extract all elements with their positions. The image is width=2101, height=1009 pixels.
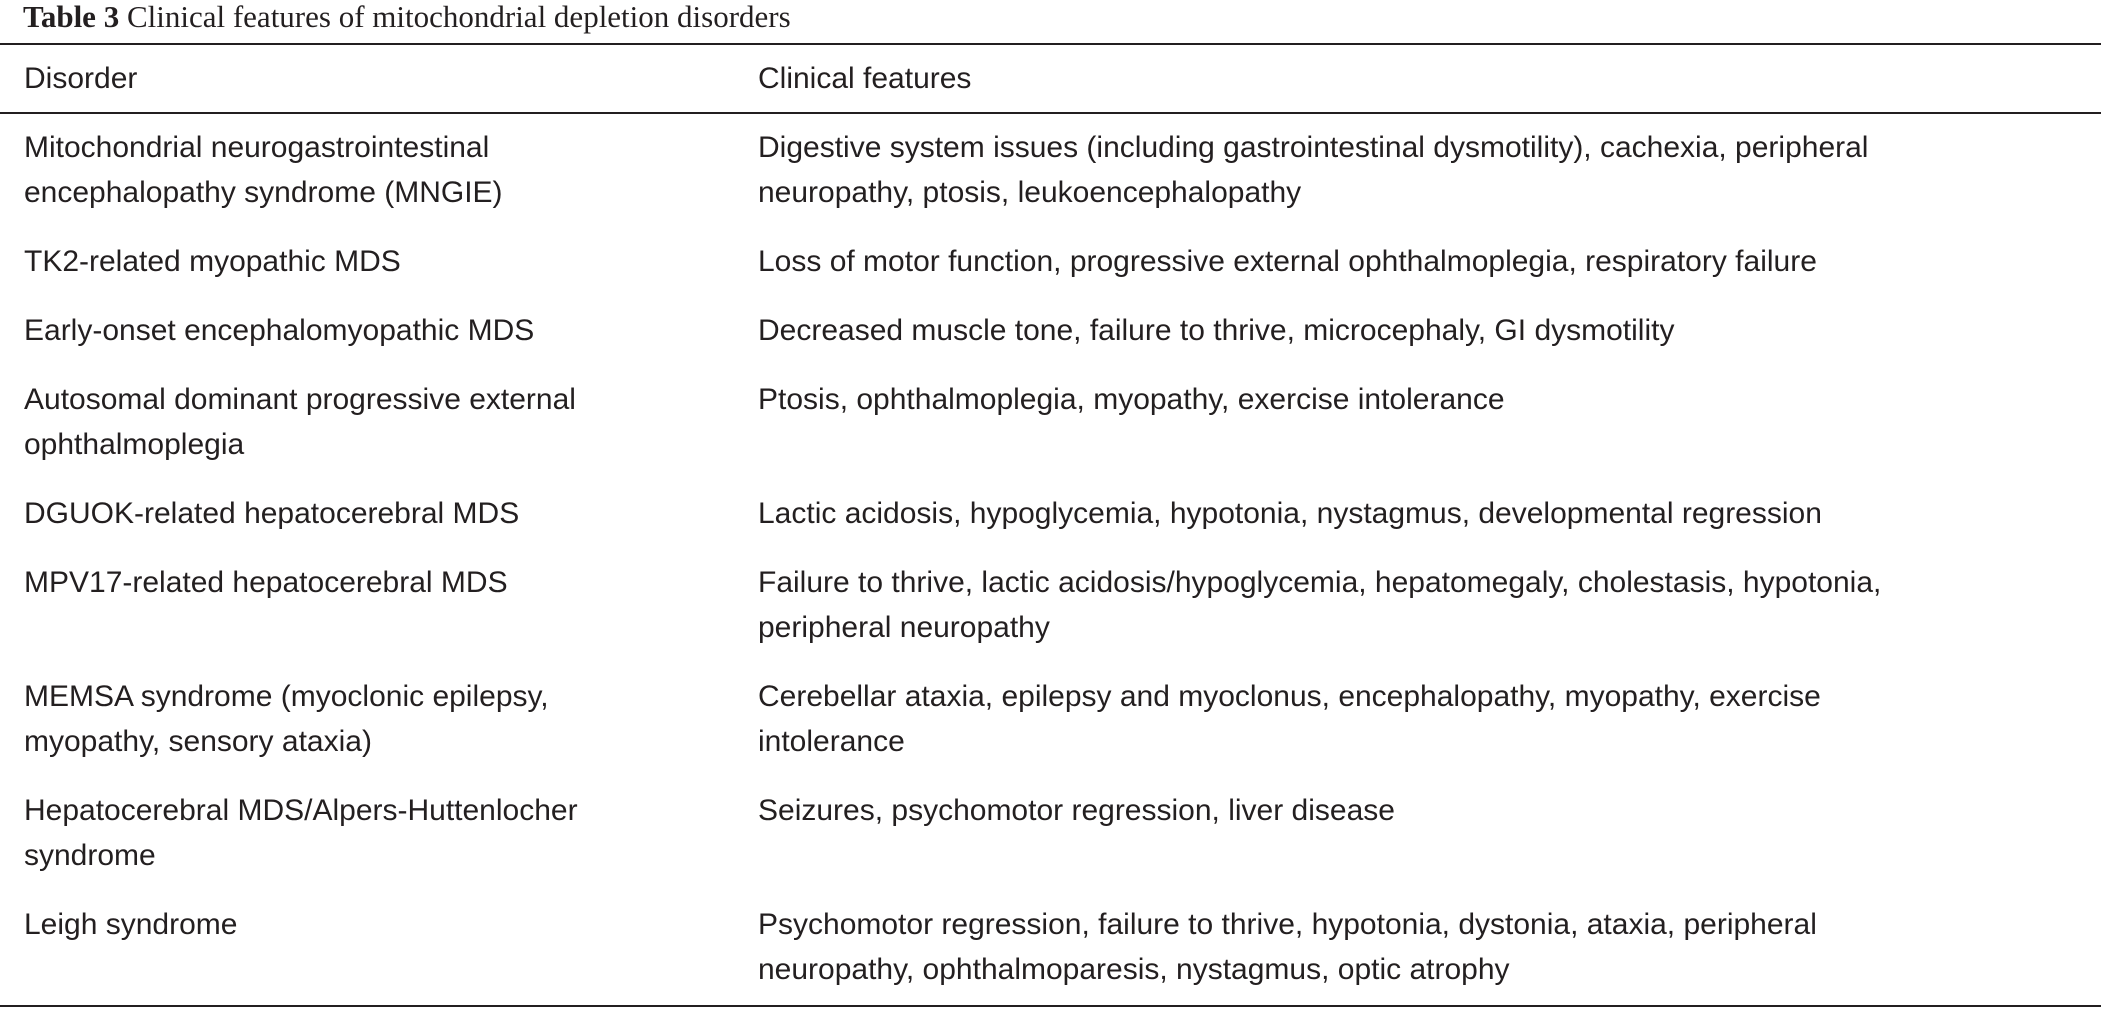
row-1-disorder-line-1: Mitochondrial neurogastrointestinal [24, 131, 490, 164]
table-header-rule [0, 112, 2101, 114]
row-6-features-line-1: Failure to thrive, lactic acidosis/hypoglycemia, hepatomegaly, cholestasis, hypotonia, [758, 566, 1882, 599]
header-disorder: Disorder [24, 62, 138, 95]
table-top-rule [0, 43, 2101, 45]
row-3-features-line-1: Decreased muscle tone, failure to thrive, microcephaly, GI dysmotility [758, 314, 1675, 347]
row-5-disorder-line-1: DGUOK-related hepatocerebral MDS [24, 497, 520, 530]
row-4-disorder-line-1: Autosomal dominant progressive external [24, 383, 576, 416]
row-5-features-line-1: Lactic acidosis, hypoglycemia, hypotonia, nystagmus, developmental regression [758, 497, 1822, 530]
row-2-features-line-1: Loss of motor function, progressive external ophthalmoplegia, respiratory failure [758, 245, 1817, 278]
row-7-disorder-line-2: myopathy, sensory ataxia) [24, 725, 372, 758]
row-6-disorder-line-1: MPV17-related hepatocerebral MDS [24, 566, 508, 599]
row-7-features-line-1: Cerebellar ataxia, epilepsy and myoclonus, encephalopathy, myopathy, exercise [758, 680, 1821, 713]
table-caption-label: Table 3 [23, 0, 120, 34]
row-2-disorder-line-1: TK2-related myopathic MDS [24, 245, 401, 278]
row-9-features-line-1: Psychomotor regression, failure to thrive, hypotonia, dystonia, ataxia, peripheral [758, 908, 1817, 941]
row-1-features-line-1: Digestive system issues (including gastrointestinal dysmotility), cachexia, peripheral [758, 131, 1869, 164]
row-4-features-line-1: Ptosis, ophthalmoplegia, myopathy, exercise intolerance [758, 383, 1505, 416]
row-3-disorder-line-1: Early-onset encephalomyopathic MDS [24, 314, 535, 347]
row-8-disorder-line-1: Hepatocerebral MDS/Alpers-Huttenlocher [24, 794, 578, 827]
row-1-disorder-line-2: encephalopathy syndrome (MNGIE) [24, 176, 503, 209]
row-7-features-line-2: intolerance [758, 725, 905, 758]
row-4-disorder-line-2: ophthalmoplegia [24, 428, 245, 461]
table-bottom-rule [0, 1005, 2101, 1007]
header-clinical-features: Clinical features [758, 62, 972, 95]
table-caption-text: Clinical features of mitochondrial depletion disorders [119, 0, 791, 34]
row-6-features-line-2: peripheral neuropathy [758, 611, 1050, 644]
row-9-features-line-2: neuropathy, ophthalmoparesis, nystagmus, optic atrophy [758, 953, 1510, 986]
row-8-disorder-line-2: syndrome [24, 839, 156, 872]
row-8-features-line-1: Seizures, psychomotor regression, liver disease [758, 794, 1395, 827]
row-9-disorder-line-1: Leigh syndrome [24, 908, 238, 941]
row-7-disorder-line-1: MEMSA syndrome (myoclonic epilepsy, [24, 680, 549, 713]
table-caption [23, 0, 791, 34]
row-1-features-line-2: neuropathy, ptosis, leukoencephalopathy [758, 176, 1302, 209]
